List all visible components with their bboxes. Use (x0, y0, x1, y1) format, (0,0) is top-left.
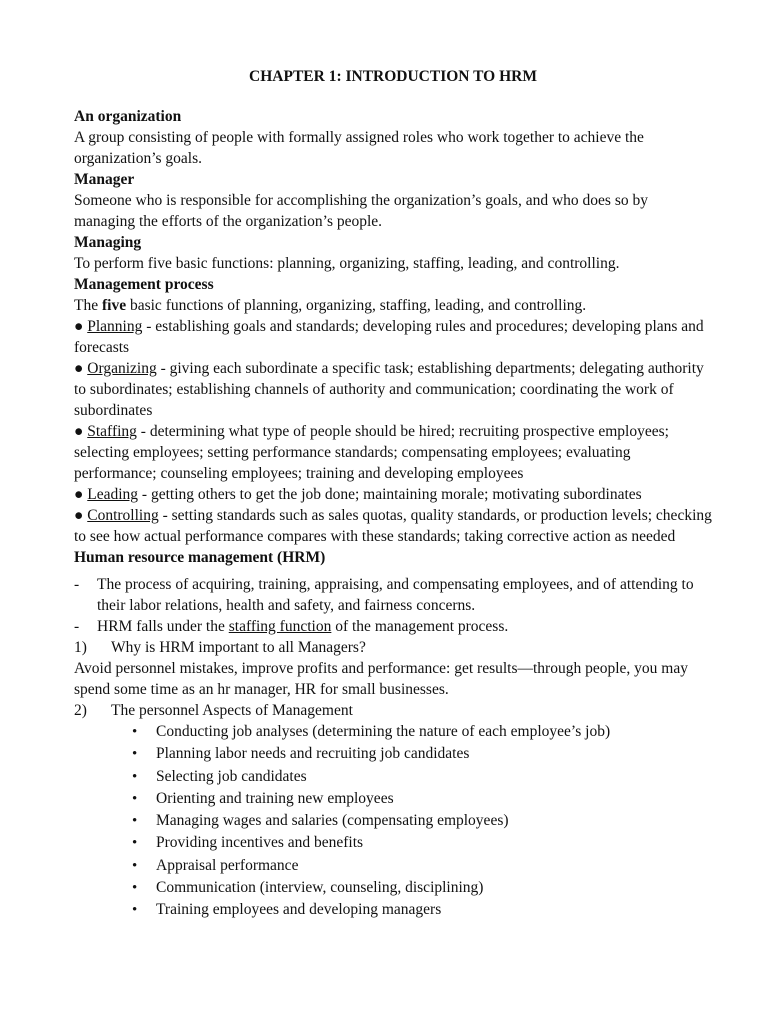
bullet-icon: ● (74, 360, 84, 377)
function-term: Controlling (87, 507, 159, 524)
list-item: • Communication (interview, counseling, disciplining) (74, 877, 712, 899)
dash-icon: - (74, 618, 80, 635)
management-process-intro: The five basic functions of planning, organizing, staffing, leading, and controlling. (74, 297, 587, 314)
hrm-point-staffing: - HRM falls under the staffing function of the management process. (74, 618, 509, 635)
bullet-dot-icon: • (132, 813, 138, 830)
managing-definition: To perform five basic functions: planning, organizing, staffing, leading, and controlling. (74, 255, 620, 272)
function-term: Leading (87, 486, 139, 503)
chapter-title: CHAPTER 1: INTRODUCTION TO HRM (249, 68, 537, 85)
function-leading (74, 484, 712, 505)
bullet-icon: ● (74, 423, 84, 440)
function-controlling (74, 505, 712, 547)
function-planning (74, 316, 712, 358)
bullet-dot-icon: • (132, 902, 138, 919)
function-desc: - setting standards such as sales quotas, quality standards, or production levels; checking to see how actual performance compares with these standards; taking corrective action as needed (74, 507, 712, 545)
hrm-point-definition: - The process of acquiring, training, appraising, and compensating employees, and of attending to their labor relations, health and safety, and fairness concerns. (74, 576, 694, 614)
list-item: • Appraisal performance (74, 855, 712, 877)
function-term: Planning (87, 318, 143, 335)
question-number: 2) (74, 702, 87, 719)
function-desc: - giving each subordinate a specific task; establishing departments; delegating authority to subordinates; establishing channels of authority and communication; coordinating the work of subordinates (74, 360, 704, 419)
question-number: 1) (74, 639, 87, 656)
question-2: 2) The personnel Aspects of Management (74, 702, 353, 719)
function-desc: - getting others to get the job done; maintaining morale; motivating subordinates (138, 486, 642, 503)
bullet-icon: ● (74, 507, 84, 524)
dash-icon: - (74, 576, 80, 593)
personnel-aspects-list (74, 721, 712, 922)
bullet-icon: ● (74, 318, 84, 335)
function-desc: - establishing goals and standards; developing rules and procedures; developing plans and forecasts (74, 318, 704, 356)
bullet-dot-icon: • (132, 790, 138, 807)
hrm-points (74, 574, 712, 637)
list-item: • Selecting job candidates (74, 766, 712, 788)
manager-definition: Someone who is responsible for accomplishing the organization’s goals, and who does so by managing the efforts of the organization’s people. (74, 192, 648, 230)
staffing-function-term: staffing function (228, 618, 332, 635)
list-item: • Planning labor needs and recruiting job candidates (74, 743, 712, 765)
managing-heading: Managing (74, 234, 142, 251)
management-process-heading: Management process (74, 276, 214, 293)
list-item: • Providing incentives and benefits (74, 832, 712, 854)
list-item: • Orienting and training new employees (74, 788, 712, 810)
hrm-heading: Human resource management (HRM) (74, 549, 326, 566)
organization-definition: A group consisting of people with formally assigned roles who work together to achieve the organization’s goals. (74, 129, 644, 167)
bullet-dot-icon: • (132, 768, 138, 785)
organization-heading: An organization (74, 108, 182, 125)
list-item: • Managing wages and salaries (compensating employees) (74, 810, 712, 832)
manager-heading: Manager (74, 171, 135, 188)
function-term: Staffing (87, 423, 137, 440)
five-bold: five (101, 297, 127, 314)
function-staffing (74, 421, 712, 484)
list-item: • Conducting job analyses (determining the nature of each employee’s job) (74, 721, 712, 743)
function-organizing (74, 358, 712, 421)
bullet-dot-icon: • (132, 857, 138, 874)
bullet-dot-icon: • (132, 724, 138, 740)
list-item: • Training employees and developing managers (74, 899, 712, 921)
function-desc: - determining what type of people should be hired; recruiting prospective employees; selecting employees; setting performance standards; compensating employees; evaluating performance; counseling employees; training and developing employees (74, 423, 669, 482)
bullet-dot-icon: • (132, 880, 138, 897)
question-1-answer: Avoid personnel mistakes, improve profits and performance: get results—through people, you may spend some time as an hr manager, HR for small businesses. (74, 660, 688, 698)
question-1: 1) Why is HRM important to all Managers? (74, 639, 366, 656)
bullet-dot-icon: • (132, 835, 138, 852)
bullet-dot-icon: • (132, 746, 138, 763)
function-term: Organizing (87, 360, 157, 377)
bullet-icon: ● (74, 486, 84, 503)
